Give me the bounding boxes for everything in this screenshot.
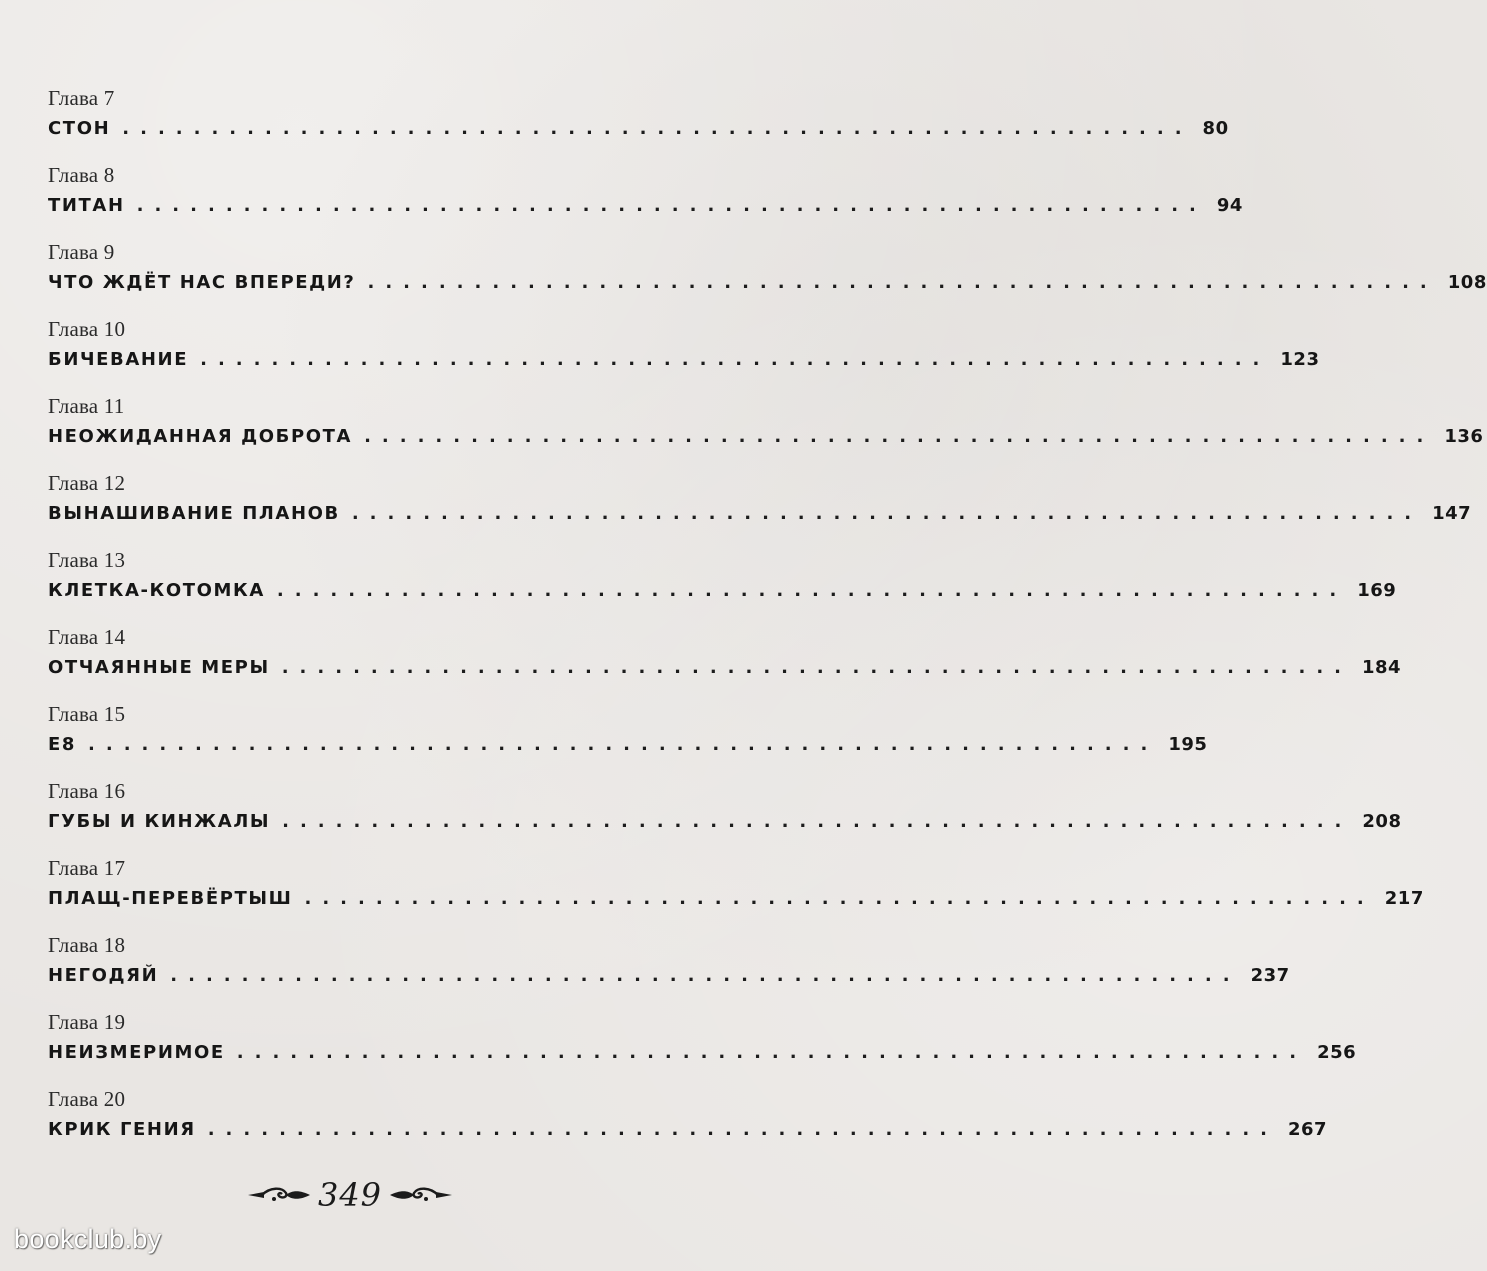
chapter-label: Глава 15 bbox=[48, 702, 126, 726]
toc-entry bbox=[48, 469, 1472, 546]
chapter-label: Глава 20 bbox=[48, 1087, 126, 1111]
page-reference: 94 bbox=[1216, 195, 1243, 216]
toc-title-row bbox=[48, 189, 1243, 223]
chapter-title: НЕГОДЯЙ bbox=[48, 965, 159, 986]
page-reference: 195 bbox=[1168, 734, 1208, 755]
chapter-label: Глава 14 bbox=[48, 625, 126, 649]
toc-entry bbox=[48, 238, 1487, 315]
dot-leader: ............................................................ bbox=[281, 657, 1352, 678]
chapter-label: Глава 12 bbox=[48, 471, 126, 495]
dot-leader: ............................................................ bbox=[207, 1119, 1278, 1140]
toc-entry bbox=[48, 623, 1402, 700]
chapter-label: Глава 17 bbox=[48, 856, 126, 880]
chapter-label: Глава 10 bbox=[48, 317, 126, 341]
dot-leader: ............................................................ bbox=[88, 734, 1159, 755]
chapter-title: ПЛАЩ-ПЕРЕВЁРТЫШ bbox=[48, 888, 293, 909]
toc-title-row bbox=[48, 343, 1320, 377]
dot-leader: ............................................................ bbox=[136, 195, 1207, 216]
table-of-contents bbox=[48, 84, 1487, 1162]
dot-leader: ............................................................ bbox=[364, 426, 1435, 447]
watermark: bookclub.by bbox=[14, 1224, 162, 1254]
toc-title-row bbox=[48, 266, 1487, 300]
page-reference: 208 bbox=[1362, 811, 1402, 832]
toc-entry bbox=[48, 315, 1320, 392]
dot-leader: ............................................................ bbox=[236, 1042, 1308, 1063]
toc-title-row bbox=[48, 420, 1484, 454]
page-reference: 80 bbox=[1202, 118, 1229, 139]
page-reference: 136 bbox=[1444, 426, 1484, 447]
chapter-title: ЧТО ЖДЁТ НАС ВПЕРЕДИ? bbox=[48, 272, 356, 293]
toc-title-row bbox=[48, 651, 1402, 685]
toc-title-row bbox=[48, 574, 1397, 608]
toc-entry bbox=[48, 1008, 1357, 1085]
toc-title-row bbox=[48, 805, 1402, 839]
page-reference: 147 bbox=[1432, 503, 1472, 524]
page-reference: 123 bbox=[1280, 349, 1320, 370]
chapter-title: КРИК ГЕНИЯ bbox=[48, 1119, 196, 1140]
chapter-label: Глава 9 bbox=[48, 240, 115, 264]
dot-leader: ............................................................ bbox=[122, 118, 1193, 139]
toc-title-row bbox=[48, 728, 1208, 762]
toc-title-row bbox=[48, 497, 1472, 531]
dot-leader: ............................................................ bbox=[367, 272, 1438, 293]
dot-leader: ............................................................ bbox=[282, 811, 1353, 832]
chapter-label: Глава 19 bbox=[48, 1010, 126, 1034]
chapter-title: Е8 bbox=[48, 734, 77, 755]
chapter-label: Глава 18 bbox=[48, 933, 126, 957]
dot-leader: ............................................................ bbox=[276, 580, 1348, 601]
toc-title-row bbox=[48, 882, 1424, 916]
page-reference: 237 bbox=[1250, 965, 1290, 986]
toc-entry bbox=[48, 84, 1229, 161]
toc-entry bbox=[48, 161, 1243, 238]
toc-entry bbox=[48, 931, 1290, 1008]
chapter-title: КЛЕТКА-КОТОМКА bbox=[48, 580, 265, 601]
page-reference: 108 bbox=[1447, 272, 1487, 293]
toc-entry bbox=[48, 392, 1484, 469]
chapter-title: ВЫНАШИВАНИЕ ПЛАНОВ bbox=[48, 503, 340, 524]
chapter-label: Глава 8 bbox=[48, 163, 115, 187]
toc-entry bbox=[48, 1085, 1328, 1162]
left-ornament-icon bbox=[246, 1184, 312, 1206]
page-footer bbox=[0, 1172, 700, 1218]
chapter-title: ТИТАН bbox=[48, 195, 125, 216]
toc-title-row bbox=[48, 1036, 1357, 1070]
dot-leader: ............................................................ bbox=[170, 965, 1241, 986]
chapter-label: Глава 11 bbox=[48, 394, 125, 418]
toc-entry bbox=[48, 546, 1397, 623]
chapter-label: Глава 7 bbox=[48, 86, 115, 110]
chapter-title: БИЧЕВАНИЕ bbox=[48, 349, 189, 370]
dot-leader: ............................................................ bbox=[200, 349, 1271, 370]
page-number: 349 bbox=[317, 1176, 383, 1214]
toc-entry bbox=[48, 777, 1402, 854]
chapter-label: Глава 13 bbox=[48, 548, 126, 572]
right-ornament-icon bbox=[388, 1184, 454, 1206]
dot-leader: ............................................................ bbox=[304, 888, 1375, 909]
toc-entry bbox=[48, 700, 1208, 777]
chapter-title: СТОН bbox=[48, 118, 111, 139]
page-reference: 169 bbox=[1357, 580, 1397, 601]
toc-title-row bbox=[48, 112, 1229, 146]
chapter-title: ОТЧАЯННЫЕ МЕРЫ bbox=[48, 657, 270, 678]
dot-leader: ............................................................ bbox=[351, 503, 1423, 524]
page-reference: 217 bbox=[1384, 888, 1424, 909]
toc-entry bbox=[48, 854, 1424, 931]
chapter-title: НЕИЗМЕРИМОЕ bbox=[48, 1042, 225, 1063]
page-reference: 256 bbox=[1317, 1042, 1357, 1063]
page-reference: 184 bbox=[1362, 657, 1402, 678]
toc-title-row bbox=[48, 959, 1290, 993]
chapter-title: НЕОЖИДАННАЯ ДОБРОТА bbox=[48, 426, 353, 447]
page-reference: 267 bbox=[1288, 1119, 1328, 1140]
chapter-title: ГУБЫ И КИНЖАЛЫ bbox=[48, 811, 271, 832]
chapter-label: Глава 16 bbox=[48, 779, 126, 803]
toc-title-row bbox=[48, 1113, 1328, 1147]
